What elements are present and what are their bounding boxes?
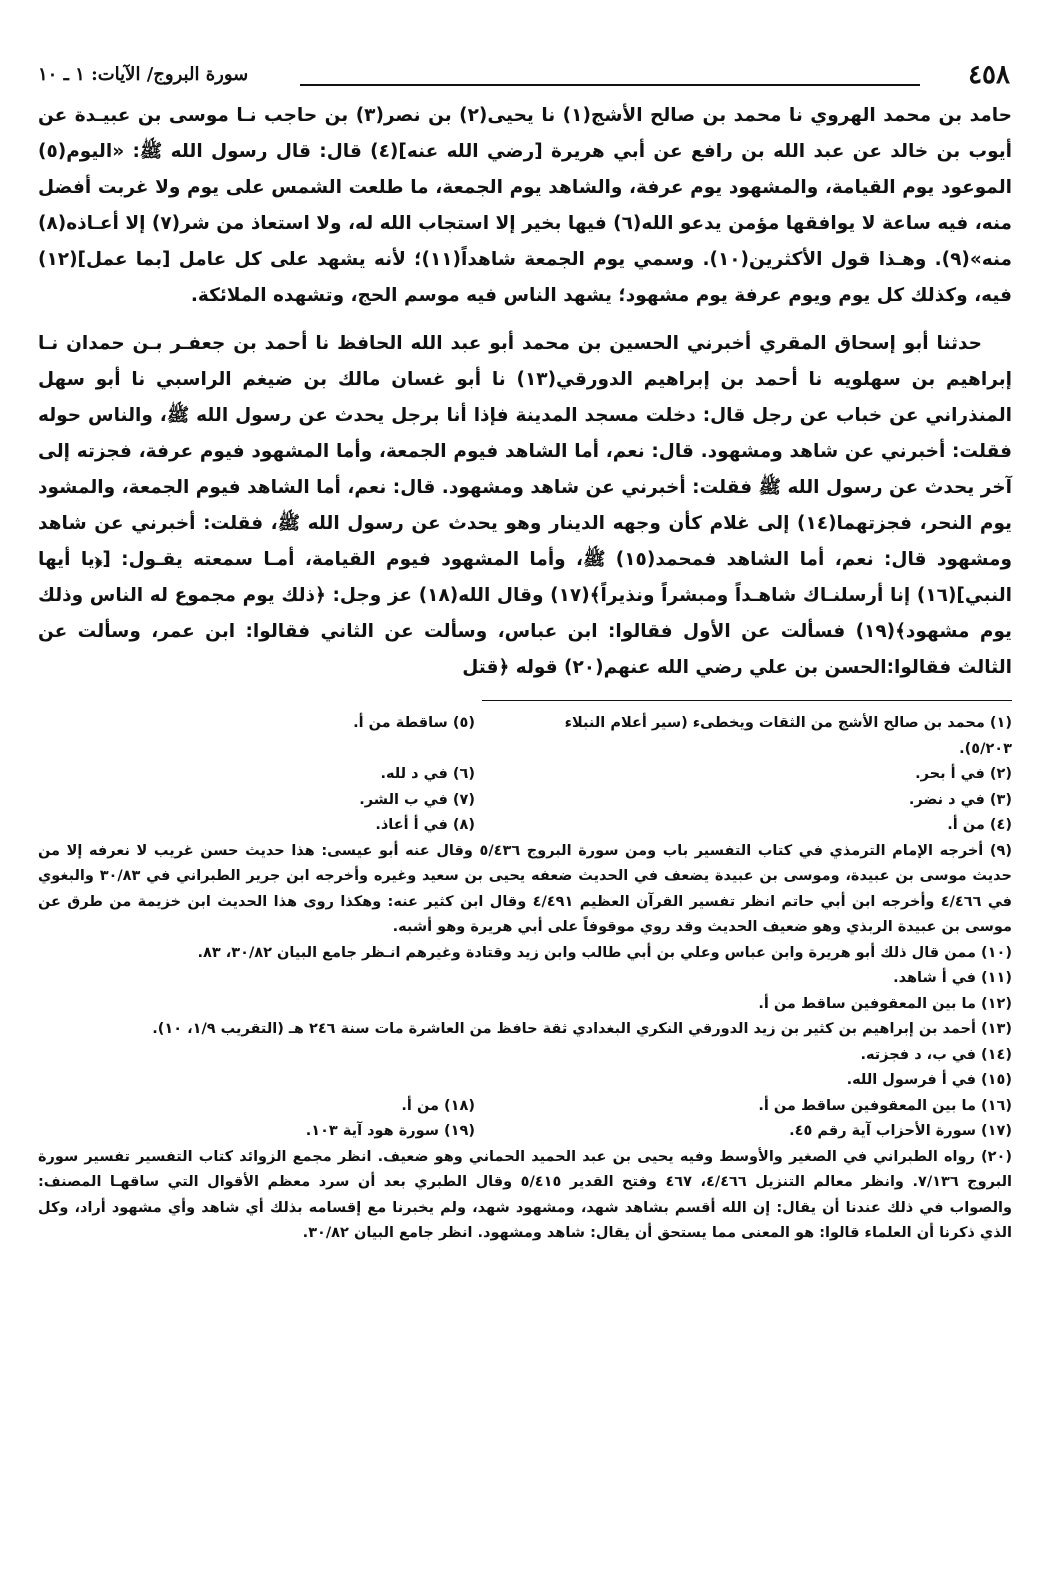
footnote: (٢) في أ بحر. (915, 766, 1012, 782)
running-title: سورة البروج/ الآيات: ١ ـ ١٠ (38, 64, 249, 85)
footnote: (٥) ساقطة من أ. (353, 715, 475, 731)
footnotes (38, 711, 1012, 1247)
footnote: (٩) أخرجه الإمام الترمذي في كتاب التفسير باب ومن سورة البروج ٥/٤٣٦ وقال عنه أبو عيسى: هذا حديث حسن غريب لا نعرفه إلا من حديث موسى بن عبيدة، وموسى بن عبيدة يضعف في الحديث ضعفه يحيى بن سعيد وغيره وأخرجه ابن جرير الطبراني في ٣٠/٨٣ والبغوي في ٤/٤٦٦ وأخرجه ابن أبي حاتم انظر تفسير القرآن العظيم ٤/٤٩١ وقال ابن كثير عنه: وهكذا روى هذا الحديث ابن خزيمة من طرق عن موسى بن عبيدة الربذي وهو ضعيف الحديث وقد روي موقوفاً على أبي هريرة وهو أشبه. (38, 842, 1012, 935)
footnote: (٣) في د نضر. (908, 791, 1012, 808)
body-paragraph: حامد بن محمد الهروي نا محمد بن صالح الأشج(١) نا يحيى(٢) بن نصر(٣) بن حاجب نـا موسى بن عبيـدة عن أيوب بن خالد عن عبد الله بن رافع عن أبي هريرة [رضي الله عنه](٤) قال: قال رسول الله ﷺ: «اليوم(٥) الموعود يوم القيامة، والمشهود يوم عرفة، والشاهد يوم الجمعة، ما طلعت الشمس على يوم ولا غربت أفضل منه، فيه ساعة لا يوافقها مؤمن يدعو الله(٦) فيها بخير إلا استجاب الله له، ولا استعاذ من شر(٧) إلا أعـاذه(٨) منه»(٩). وهـذا قول الأكثرين(١٠). وسمي يوم الجمعة شاهداً(١١)؛ لأنه يشهد على كل عامل [بما عمل](١٢) فيه، وكذلك كل يوم ويوم عرفة يوم مشهود؛ يشهد الناس فيه موسم الحج، وتشهده الملائكة. (38, 105, 1013, 306)
footnote: (١٤) في ب، د فجزته. (860, 1046, 1012, 1063)
footnote: (١٥) في أ فرسول الله. (846, 1072, 1012, 1088)
footnote: (١٠) ممن قال ذلك أبو هريرة وابن عباس وعلي بن أبي طالب وابن زيد وقتادة وغيرهم انـظر جامع البيان ٣٠/٨٢، ٨٣. (197, 944, 1012, 961)
footnote: (١٨) من أ. (401, 1097, 475, 1114)
footnote-grid (38, 1094, 1012, 1145)
main-text (38, 98, 1012, 686)
footnote: (١٢) ما بين المعقوفين ساقط من أ. (758, 995, 1012, 1012)
body-paragraph: حدثنا أبو إسحاق المقري أخبرني الحسين بن محمد أبو عبد الله الحافظ نا أحمد بن جعفـر بـن حمدان نـا إبراهيم بن سهلويه نا أحمد بن إبراهيم الدورقي(١٣) نا أبو غسان مالك بن ضيغم الراسبي نا أبو سهل المنذراني عن خباب عن رجل قال: دخلت مسجد المدينة فإذا أنا برجل يحدث عن رسول الله ﷺ، والناس حوله فقلت: أخبرني عن شاهد ومشهود. قال: نعم، أما الشاهد فيوم الجمعة، وأما المشهود فيوم عرفة، فجزته إلى آخر يحدث عن رسول الله ﷺ فقلت: أخبرني عن شاهد ومشهود. قال: نعم، أما الشاهد فيوم الجمعة، والمشود يوم النحر، فجزتهما(١٤) إلى غلام كأن وجهه الدينار وهو يحدث عن رسول الله ﷺ، فقلت: أخبرني عن شاهد ومشهود قال: نعم، أما الشاهد فمحمد(١٥) ﷺ، وأما المشهود فيوم القيامة، أمـا سمعته يقـول: [﴿يا أيها النبي](١٦) إنا أرسلنـاك شاهـداً ومبشراً ونذيراً﴾(١٧) وقال الله(١٨) عز وجل: ﴿ذلك يوم مجموع له الناس وذلك يوم مشهود﴾(١٩) فسألت عن الأول فقالوا: ابن عباس، وسألت عن الثاني فقالوا: ابن عمر، وسألت عن الثالث فقالوا:الحسن بن علي رضي الله عنهم(٢٠) قوله ﴿قتل (38, 333, 1012, 678)
footnote: (٨) في أ أعاذ. (375, 817, 475, 833)
footnote: (١٩) سورة هود آية ١٠٣. (305, 1123, 475, 1139)
footnote: (٦) في د لله. (380, 766, 475, 782)
footnote-separator (482, 700, 1012, 701)
footnote: (١٧) سورة الأحزاب آية رقم ٤٥. (789, 1123, 1012, 1139)
running-head (38, 58, 1012, 98)
page-number: ٤٥٨ (968, 60, 1010, 90)
footnote-grid (38, 711, 1012, 839)
footnote: (١١) في أ شاهد. (893, 970, 1012, 986)
footnote: (٧) في ب الشر. (359, 791, 475, 808)
footnote: (١٣) أحمد بن إبراهيم بن كثير بن زيد الدورقي النكري البغدادي ثقة حافظ من العاشرة مات سنة ٢٤٦ هـ (التقريب ١/٩، ١٠). (152, 1021, 1012, 1037)
footnote: (١٦) ما بين المعقوفين ساقط من أ. (758, 1097, 1012, 1114)
footnote: (٤) من أ. (947, 817, 1012, 833)
header-rule (300, 84, 920, 86)
footnote: (٢٠) رواه الطبراني في الصغير والأوسط وفيه يحيى بن عبد الحميد الحماني وهو ضعيف. انظر مجمع الزوائد كتاب التفسير تفسير سورة البروج ٧/١٣٦. وانظر معالم التنزيل ٤/٤٦٦، ٤٦٧ وفتح القدير ٥/٤١٥ وقال الطبري بعد أن سرد معظم الأقوال التي ساقهـا المصنف: والصواب في ذلك عندنا أن يقال: إن الله أقسم بشاهد شهد، ومشهود شهد، ولم يخبرنا مع إقسامه بذلك أي شاهد وأي مشهود أراد، وكل الذي ذكرنا أن العلماء قالوا: هو المعنى مما يستحق أن يقال: شاهد ومشهود. انظر جامع البيان ٣٠/٨٢. (38, 1148, 1013, 1241)
footnote: (١) محمد بن صالح الأشج من الثقات ويخطىء (سير أعلام النبلاء ٥/٢٠٣). (564, 715, 1012, 757)
